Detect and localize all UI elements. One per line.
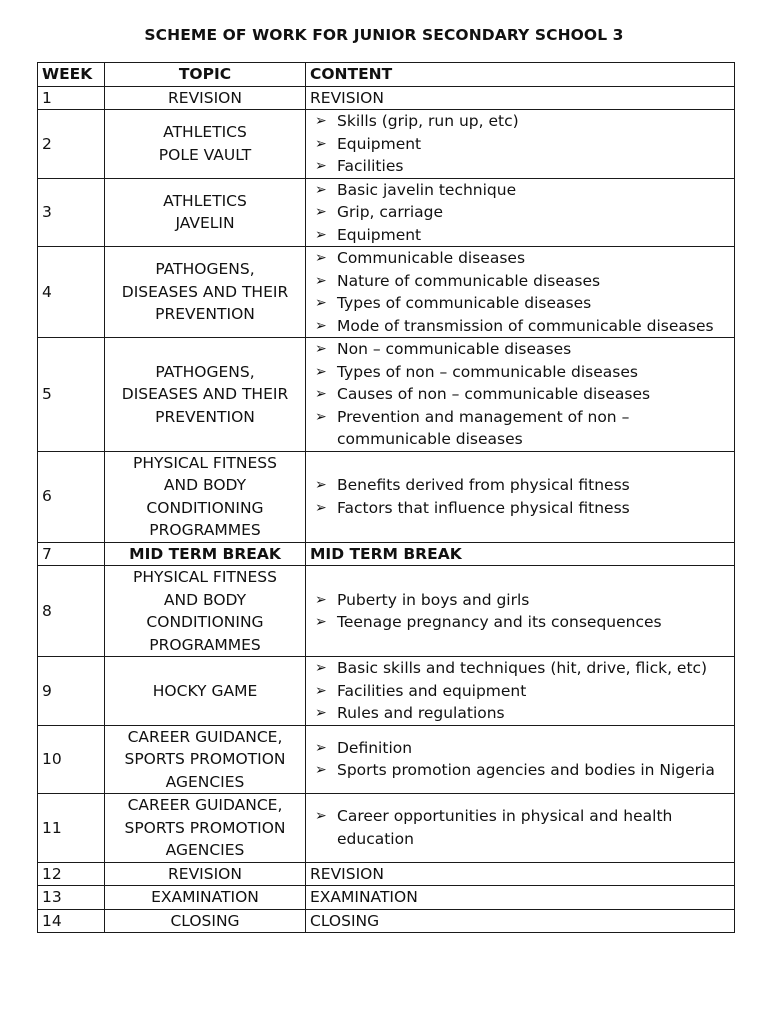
content-cell [306, 725, 735, 794]
content-cell [306, 909, 735, 933]
bullet-item [310, 474, 730, 497]
topic-cell [105, 657, 306, 726]
bullet-list [310, 338, 730, 451]
bullet-text: Facilities [337, 157, 404, 175]
bullet-list [310, 474, 730, 519]
bullet-item [310, 657, 730, 680]
content-cell [306, 110, 735, 179]
arrow-bullet-icon: ➢ [315, 762, 327, 779]
content-cell [306, 451, 735, 542]
week-cell: 1 [38, 86, 105, 110]
header-content: CONTENT [306, 63, 735, 87]
topic-line: PHYSICAL FITNESS [133, 453, 277, 472]
topic-line: AGENCIES [165, 841, 245, 859]
topic-cell [105, 451, 306, 542]
topic-line: PREVENTION [155, 305, 255, 324]
content-cell [306, 86, 735, 110]
topic-line: SPORTS PROMOTION [124, 750, 286, 768]
topic-line: PHYSICAL FITNESS [133, 568, 277, 586]
arrow-bullet-icon: ➢ [315, 591, 327, 608]
week-cell: 7 [38, 542, 105, 566]
bullet-text: Grip, carriage [337, 203, 444, 221]
bullet-item [310, 179, 730, 202]
arrow-bullet-icon: ➢ [315, 660, 327, 676]
bullet-item [310, 270, 730, 293]
topic-line: PREVENTION [155, 407, 255, 426]
week-cell: 3 [38, 178, 105, 247]
table-row [38, 247, 735, 338]
scheme-table [37, 62, 735, 933]
topic-cell [105, 566, 306, 657]
content-text: CLOSING [310, 911, 380, 930]
content-text: MID TERM BREAK [310, 544, 462, 563]
bullet-text: Causes of non – communicable diseases [337, 385, 651, 403]
bullet-text: Basic skills and techniques (hit, drive, flick, etc) [337, 659, 708, 677]
topic-cell [105, 542, 306, 566]
topic-line: PATHOGENS, [155, 260, 255, 279]
table-row [38, 86, 735, 110]
bullet-item [310, 155, 730, 178]
week-cell: 10 [38, 725, 105, 794]
bullet-text: Equipment [337, 225, 422, 244]
week-cell: 2 [38, 110, 105, 179]
arrow-bullet-icon: ➢ [315, 386, 327, 402]
arrow-bullet-icon: ➢ [315, 204, 327, 220]
arrow-bullet-icon: ➢ [315, 295, 327, 311]
arrow-bullet-icon: ➢ [315, 226, 327, 243]
table-row [38, 794, 735, 863]
topic-line: ATHLETICS [163, 191, 247, 210]
bullet-item [310, 759, 730, 782]
arrow-bullet-icon: ➢ [315, 739, 327, 756]
content-cell [306, 657, 735, 726]
topic-line: PATHOGENS, [155, 362, 255, 381]
topic-cell [105, 886, 306, 910]
topic-line: POLE VAULT [158, 145, 252, 164]
table-row [38, 862, 735, 886]
bullet-item [310, 247, 730, 270]
topic-cell [105, 862, 306, 886]
content-cell [306, 247, 735, 338]
bullet-text: Rules and regulations [337, 704, 505, 722]
topic-line: SPORTS PROMOTION [124, 818, 286, 837]
topic-line: REVISION [168, 88, 242, 107]
bullet-item [310, 201, 730, 224]
bullet-text: Puberty in boys and girls [337, 590, 530, 609]
week-cell: 8 [38, 566, 105, 657]
arrow-bullet-icon: ➢ [315, 272, 327, 289]
table-row [38, 909, 735, 933]
bullet-item [310, 589, 730, 612]
arrow-bullet-icon: ➢ [315, 808, 327, 825]
bullet-text: Teenage pregnancy and its consequences [337, 613, 662, 631]
topic-cell [105, 338, 306, 452]
week-cell: 12 [38, 862, 105, 886]
arrow-bullet-icon: ➢ [315, 682, 327, 699]
bullet-item [310, 406, 730, 451]
bullet-item [310, 702, 730, 725]
topic-line: PROGRAMMES [149, 635, 261, 654]
arrow-bullet-icon: ➢ [315, 113, 327, 129]
topic-cell [105, 86, 306, 110]
bullet-item [310, 805, 730, 850]
arrow-bullet-icon: ➢ [315, 705, 327, 721]
content-text: REVISION [310, 88, 384, 107]
bullet-item [310, 361, 730, 384]
bullet-text: Equipment [337, 134, 422, 153]
arrow-bullet-icon: ➢ [315, 181, 327, 198]
topic-line: CLOSING [170, 911, 240, 930]
topic-line: CAREER GUIDANCE, [127, 727, 283, 746]
page-title: SCHEME OF WORK FOR JUNIOR SECONDARY SCHOOL 3 [144, 26, 624, 44]
bullet-text: Communicable diseases [337, 249, 526, 267]
topic-line: MID TERM BREAK [129, 544, 281, 563]
content-cell [306, 862, 735, 886]
bullet-text: Nature of communicable diseases [337, 271, 601, 290]
topic-line: AGENCIES [165, 772, 245, 791]
bullet-text: Types of non – communicable diseases [337, 362, 638, 381]
week-cell: 6 [38, 451, 105, 542]
topic-line: HOCKY GAME [152, 681, 258, 700]
header-row [38, 63, 735, 87]
table-row [38, 178, 735, 247]
bullet-text: Basic javelin technique [337, 180, 517, 199]
topic-cell [105, 794, 306, 863]
bullet-text: Benefits derived from physical fitness [337, 476, 630, 494]
bullet-list [310, 737, 730, 782]
topic-line: CONDITIONING [146, 613, 264, 631]
content-cell [306, 794, 735, 863]
bullet-text: Sports promotion agencies and bodies in Nigeria [337, 761, 715, 780]
bullet-item [310, 497, 730, 520]
week-cell: 13 [38, 886, 105, 910]
bullet-list [310, 657, 730, 725]
topic-line: JAVELIN [175, 214, 235, 233]
week-cell: 11 [38, 794, 105, 863]
topic-cell [105, 909, 306, 933]
bullet-item [310, 338, 730, 361]
arrow-bullet-icon: ➢ [315, 477, 327, 493]
content-text: REVISION [310, 864, 384, 883]
bullet-list [310, 110, 730, 178]
week-cell: 4 [38, 247, 105, 338]
table-row [38, 338, 735, 452]
bullet-item [310, 680, 730, 703]
topic-line: REVISION [168, 864, 242, 883]
arrow-bullet-icon: ➢ [315, 250, 327, 266]
bullet-text: Definition [337, 738, 413, 757]
topic-line: EXAMINATION [151, 888, 259, 906]
bullet-text: Types of communicable diseases [337, 294, 592, 312]
content-cell [306, 338, 735, 452]
bullet-list [310, 805, 730, 850]
arrow-bullet-icon: ➢ [315, 499, 327, 516]
header-week: WEEK [38, 63, 105, 87]
arrow-bullet-icon: ➢ [315, 317, 327, 334]
topic-line: ATHLETICS [163, 123, 247, 142]
bullet-text: Career opportunities in physical and health education [337, 807, 673, 848]
bullet-item [310, 133, 730, 156]
bullet-item [310, 737, 730, 760]
content-text: EXAMINATION [310, 888, 418, 906]
bullet-text: Factors that influence physical fitness [337, 498, 630, 517]
bullet-item [310, 383, 730, 406]
arrow-bullet-icon: ➢ [315, 363, 327, 380]
table-row [38, 451, 735, 542]
topic-line: DISEASES AND THEIR [121, 385, 289, 403]
bullet-item [310, 224, 730, 247]
content-cell [306, 542, 735, 566]
table-row [38, 725, 735, 794]
arrow-bullet-icon: ➢ [315, 135, 327, 152]
bullet-text: Non – communicable diseases [337, 340, 572, 358]
arrow-bullet-icon: ➢ [315, 341, 327, 357]
topic-cell [105, 725, 306, 794]
topic-line: DISEASES AND THEIR [121, 282, 289, 301]
bullet-text: Facilities and equipment [337, 681, 527, 700]
topic-line: PROGRAMMES [149, 521, 261, 539]
topic-line: CAREER GUIDANCE, [127, 796, 283, 814]
bullet-text: Prevention and management of non – communicable diseases [337, 407, 630, 448]
topic-cell [105, 247, 306, 338]
table-row [38, 566, 735, 657]
bullet-text: Skills (grip, run up, etc) [337, 112, 519, 130]
table-row [38, 657, 735, 726]
week-cell: 5 [38, 338, 105, 452]
content-cell [306, 566, 735, 657]
bullet-list [310, 589, 730, 634]
table-row [38, 110, 735, 179]
bullet-item [310, 110, 730, 133]
content-cell [306, 178, 735, 247]
arrow-bullet-icon: ➢ [315, 408, 327, 425]
bullet-item [310, 315, 730, 338]
week-cell: 14 [38, 909, 105, 933]
arrow-bullet-icon: ➢ [315, 158, 327, 174]
header-topic: TOPIC [105, 63, 306, 87]
topic-cell [105, 178, 306, 247]
bullet-list [310, 179, 730, 247]
arrow-bullet-icon: ➢ [315, 614, 327, 630]
bullet-text: Mode of transmission of communicable diseases [337, 316, 714, 335]
week-cell: 9 [38, 657, 105, 726]
table-row [38, 886, 735, 910]
bullet-item [310, 611, 730, 634]
bullet-list [310, 247, 730, 337]
content-cell [306, 886, 735, 910]
table-row [38, 542, 735, 566]
topic-cell [105, 110, 306, 179]
topic-line: CONDITIONING [146, 498, 264, 517]
topic-line: AND BODY [163, 590, 247, 609]
bullet-item [310, 292, 730, 315]
topic-line: AND BODY [163, 476, 247, 494]
